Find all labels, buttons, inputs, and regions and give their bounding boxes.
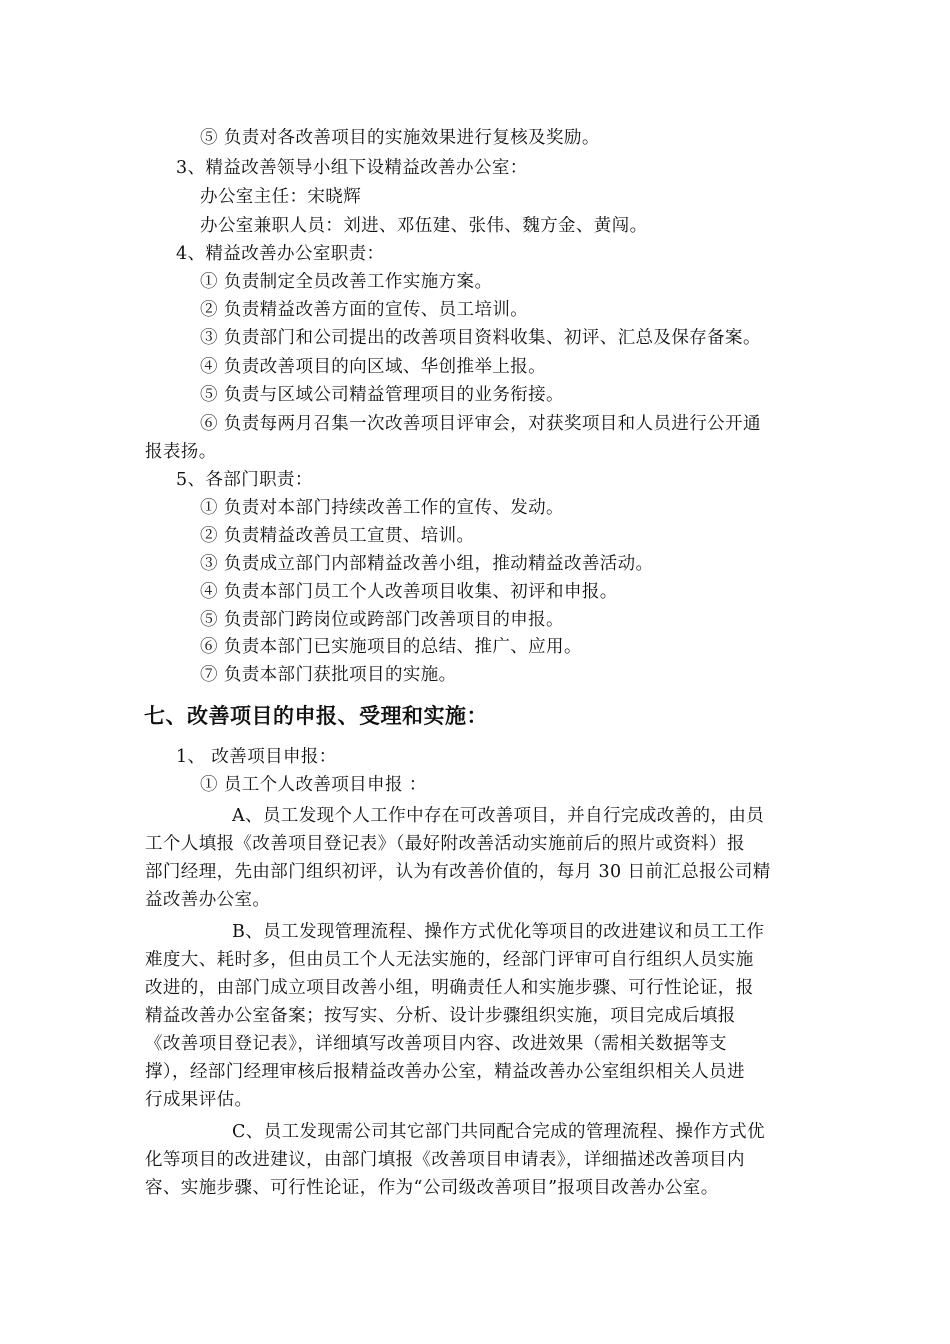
duty-line: ⑤ 负责对各改善项目的实施效果进行复核及奖励。 xyxy=(200,128,600,148)
duty-line: ⑥ 负责每两月召集一次改善项目评审会，对获奖项目和人员进行公开通 xyxy=(200,414,761,434)
numbered-heading: 5、各部门职责： xyxy=(176,470,313,490)
paragraph-line: 撑），经部门经理审核后报精益改善办公室，精益改善办公室组织相关人员进 xyxy=(145,1062,745,1082)
duty-line: ④ 负责改善项目的向区域、华创推举上报。 xyxy=(200,357,547,377)
duty-line-continued: 报表扬。 xyxy=(145,442,217,462)
paragraph-line: 部门经理，先由部门组织初评，认为有改善价值的，每月 30 日前汇总报公司精 xyxy=(145,862,771,882)
paragraph-line: 工个人填报《改善项目登记表》（最好附改善活动实施前后的照片或资料）报 xyxy=(145,834,745,854)
paragraph-line: 化等项目的改进建议，由部门填报《改善项目申请表》，详细描述改善项目内 xyxy=(145,1150,745,1170)
numbered-heading: 4、精益改善办公室职责： xyxy=(176,244,385,264)
duty-line: ③ 负责部门和公司提出的改善项目资料收集、初评、汇总及保存备案。 xyxy=(200,328,761,348)
paragraph-line: 精益改善办公室备案；按写实、分析、设计步骤组织实施，项目完成后填报 xyxy=(145,1006,736,1026)
sub-heading: ① 员工个人改善项目申报 ： xyxy=(200,775,427,795)
paragraph-line: 《改善项目登记表》，详细填写改善项目内容、改进效果（需相关数据等支 xyxy=(145,1034,727,1054)
paragraph-line: 行成果评估。 xyxy=(145,1090,253,1110)
duty-line: ⑤ 负责与区域公司精益管理项目的业务衔接。 xyxy=(200,385,564,405)
numbered-heading: 3、精益改善领导小组下设精益改善办公室： xyxy=(176,158,528,178)
paragraph-line: B、员工发现管理流程、操作方式优化等项目的改进建议和员工工作 xyxy=(232,922,765,942)
section-heading: 七、改善项目的申报、受理和实施： xyxy=(144,703,488,728)
duty-line: ② 负责精益改善方面的宣传、员工培训。 xyxy=(200,300,529,320)
paragraph-line: 益改善办公室。 xyxy=(145,890,271,910)
office-staff-line: 办公室兼职人员：刘进、邓伍建、张伟、魏方金、黄闯。 xyxy=(200,216,648,236)
duty-line: ③ 负责成立部门内部精益改善小组，推动精益改善活动。 xyxy=(200,554,654,574)
duty-line: ⑤ 负责部门跨岗位或跨部门改善项目的申报。 xyxy=(200,610,564,630)
paragraph-line: 改进的，由部门成立项目改善小组，明确责任人和实施步骤、可行性论证，报 xyxy=(145,978,754,998)
duty-line: ④ 负责本部门员工个人改善项目收集、初评和申报。 xyxy=(200,582,618,602)
duty-line: ① 负责对本部门持续改善工作的宣传、发动。 xyxy=(200,498,564,518)
paragraph-line: 容、实施步骤、可行性论证，作为“公司级改善项目”报项目改善办公室。 xyxy=(145,1178,719,1198)
paragraph-line: 难度大、耗时多，但由员工个人无法实施的，经部门评审可自行组织人员实施 xyxy=(145,950,754,970)
numbered-heading: 1、 改善项目申报： xyxy=(176,747,337,767)
duty-line: ⑦ 负责本部门获批项目的实施。 xyxy=(200,665,457,685)
paragraph-line: C、员工发现需公司其它部门共同配合完成的管理流程、操作方式优 xyxy=(232,1122,765,1142)
duty-line: ② 负责精益改善员工宣贯、培训。 xyxy=(200,526,475,546)
duty-line: ① 负责制定全员改善工作实施方案。 xyxy=(200,272,493,292)
office-head-line: 办公室主任：宋晓辉 xyxy=(200,187,362,207)
duty-line: ⑥ 负责本部门已实施项目的总结、推广、应用。 xyxy=(200,637,582,657)
paragraph-line: A、员工发现个人工作中存在可改善项目，并自行完成改善的，由员 xyxy=(232,806,765,826)
